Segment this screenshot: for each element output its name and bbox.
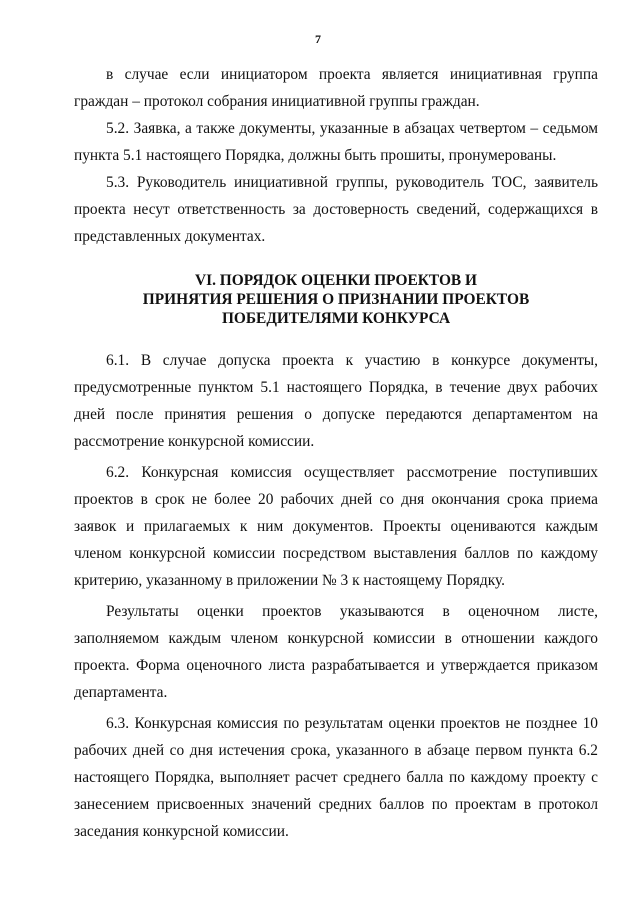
paragraph: 6.1. В случае допуска проекта к участию в конкурсе документы, предусмотренные пунктом 5.1 настоящего Порядка, в течение двух рабочих дней после принятия решения о допуске передаются департаментом на рассмотрение конкурсной комиссии. [74, 352, 598, 450]
paragraph: 6.2. Конкурсная комиссия осуществляет рассмотрение поступивших проектов в срок не более 20 рабочих дней со дня окончания срока приема заявок и прилагаемых к ним документов. Проекты оцениваются каждым членом конкурсной комиссии посредством выставления баллов по каждому критерию, указанному в приложении № 3 к настоящему Порядку. [74, 464, 598, 589]
page-number: 7 [315, 32, 321, 46]
section-heading [74, 271, 598, 328]
text-block-section-5 [74, 61, 598, 250]
paragraph: 6.3. Конкурсная комиссия по результатам оценки проектов не позднее 10 рабочих дней со дня истечения срока, указанного в абзаце первом пункта 6.2 настоящего Порядка, выполняет расчет среднего балла по каждому проекту с занесением присвоенных значений средних баллов по проектам в протокол заседания конкурсной комиссии. [74, 715, 598, 840]
paragraph: 5.3. Руководитель инициативной группы, руководитель ТОС, заявитель проекта несут ответственность за достоверность сведений, содержащихся в представленных документах. [74, 174, 598, 245]
paragraph: Результаты оценки проектов указываются в оценочном листе, заполняемом каждым членом конкурсной комиссии в отношении каждого проекта. Форма оценочного листа разрабатывается и утверждается приказом департамента. [74, 603, 598, 701]
text-block-section-6 [74, 347, 598, 845]
heading-line: VI. ПОРЯДОК ОЦЕНКИ ПРОЕКТОВ И [194, 272, 477, 289]
heading-line: ПРИНЯТИЯ РЕШЕНИЯ О ПРИЗНАНИИ ПРОЕКТОВ [142, 291, 530, 308]
paragraph: 5.2. Заявка, а также документы, указанные в абзацах четвертом – седьмом пункта 5.1 настоящего Порядка, должны быть прошиты, пронумерованы. [74, 120, 598, 164]
paragraph: в случае если инициатором проекта является инициативная группа граждан – протокол собрания инициативной группы граждан. [74, 66, 598, 110]
heading-line: ПОБЕДИТЕЛЯМИ КОНКУРСА [221, 310, 451, 327]
